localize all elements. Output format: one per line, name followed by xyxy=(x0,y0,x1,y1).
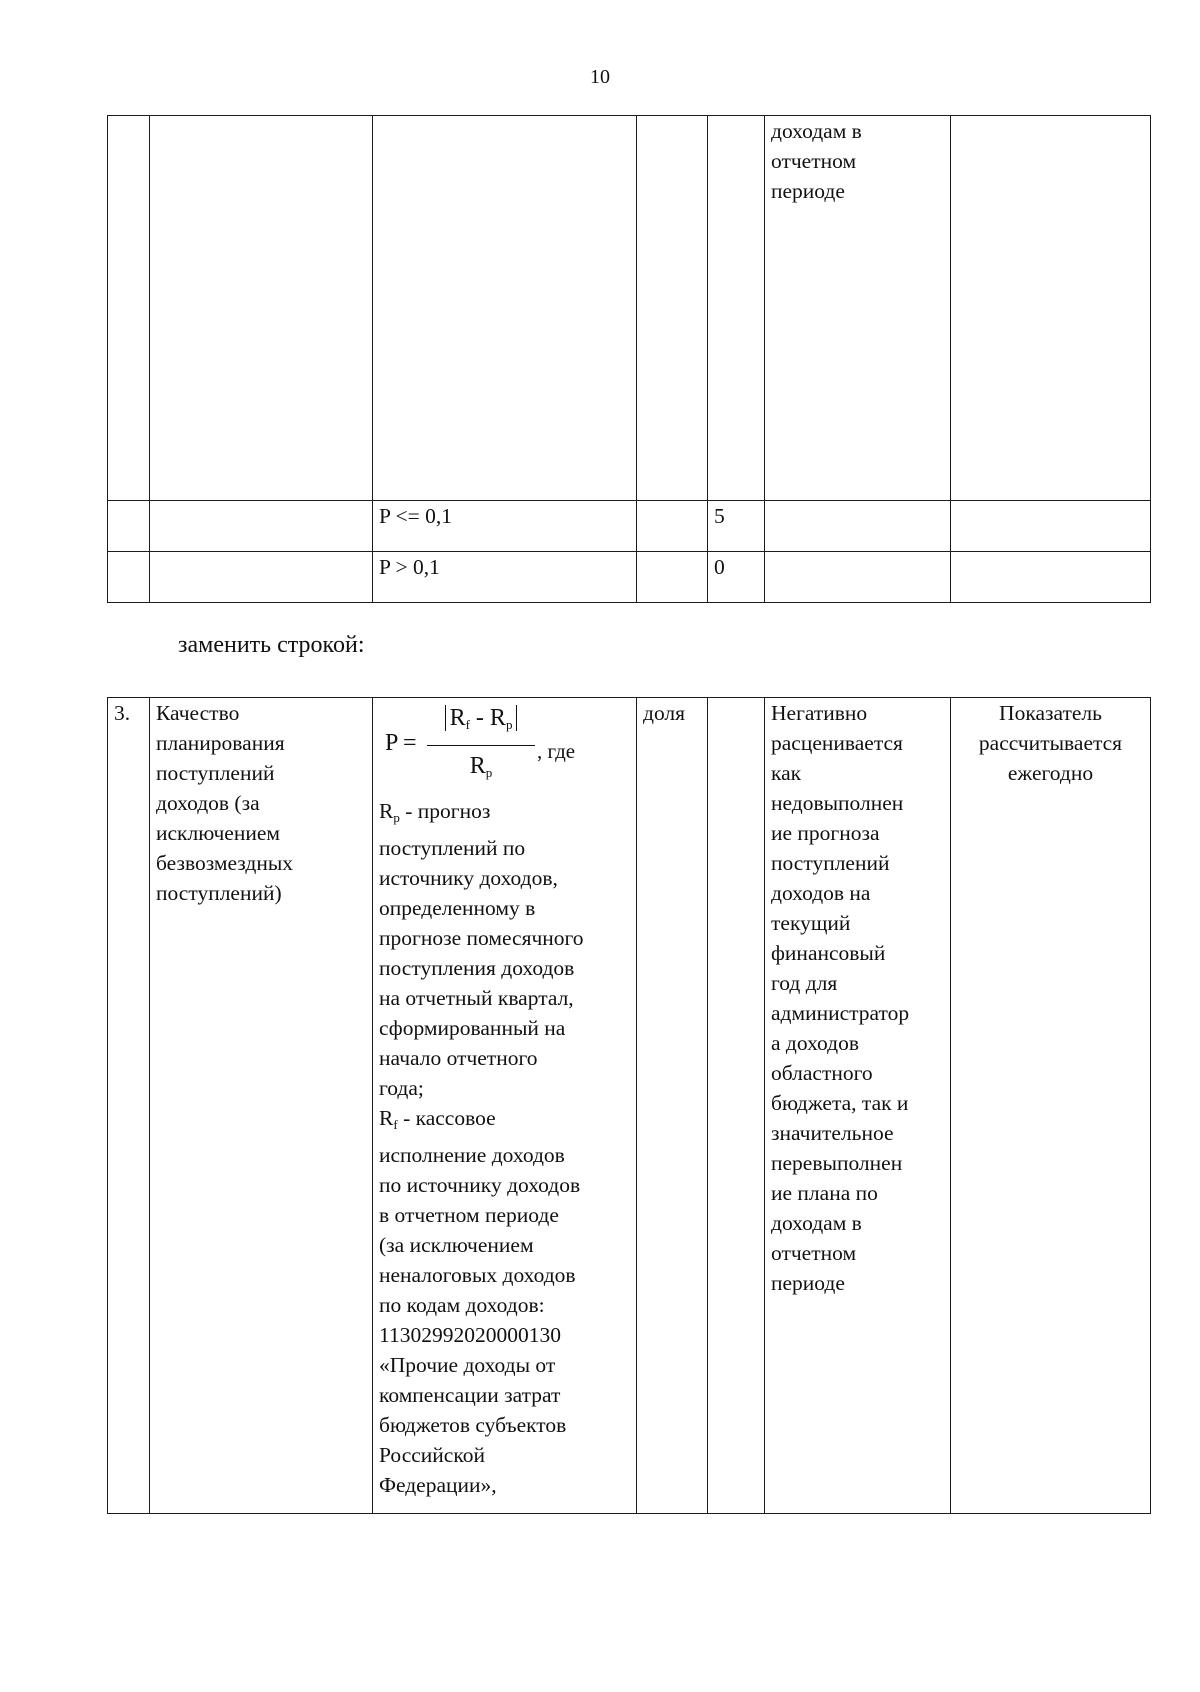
cell-indicator xyxy=(150,116,373,501)
cell-formula xyxy=(373,116,637,501)
formula-numerator xyxy=(427,700,535,743)
fraction-bar xyxy=(427,745,535,746)
formula-denominator xyxy=(427,748,535,791)
cell-note xyxy=(951,501,1151,552)
cell-interpretation xyxy=(765,501,951,552)
condition-cell: P <= 0,1 xyxy=(373,501,637,552)
table-row xyxy=(108,698,1151,1514)
symbol-r: R xyxy=(449,705,466,731)
subscript-f: f xyxy=(393,1117,398,1132)
cell-note xyxy=(951,116,1151,501)
cell-interpretation: Негативно расценивается как недовыполнен ие прогноза поступлений доходов на текущий финансовый год для администратор а доходов областного бюджета, так и значительное перевыполнен ие плана по доходам в отчетном периоде xyxy=(765,698,951,1514)
formula-fraction xyxy=(427,700,535,791)
score-cell: 5 xyxy=(708,501,765,552)
formula-lhs: P xyxy=(385,730,399,756)
cell-indicator xyxy=(150,501,373,552)
cell-note xyxy=(951,552,1151,603)
table-row xyxy=(108,116,1151,501)
rp-description: - прогноз поступлений по источнику доходов, определенному в прогнозе помесячного поступления доходов на отчетный квартал, сформированный на начало отчетного года; xyxy=(379,799,584,1100)
cell-unit: доля xyxy=(637,698,708,1514)
replacement-table xyxy=(107,697,1151,1514)
continuation-table xyxy=(107,115,1151,603)
subscript-p: p xyxy=(485,765,493,780)
cell-formula xyxy=(373,698,637,1514)
table-row xyxy=(108,552,1151,603)
table-row xyxy=(108,501,1151,552)
cell-unit xyxy=(637,116,708,501)
cell-unit xyxy=(637,552,708,603)
symbol-r: R xyxy=(379,1106,394,1130)
minus-sign: - xyxy=(469,705,490,731)
subscript-p: p xyxy=(505,717,513,732)
replace-instruction: заменить строкой: xyxy=(178,632,365,658)
cell-unit xyxy=(637,501,708,552)
subscript-f: f xyxy=(465,717,470,732)
symbol-r: R xyxy=(379,799,394,823)
cell-number xyxy=(108,501,150,552)
formula-where: , где xyxy=(537,739,576,763)
cell-indicator: Качество планирования поступлений доходов (за исключением безвозмездных поступлений) xyxy=(150,698,373,1514)
cell-number: 3. xyxy=(108,698,150,1514)
cell-note: Показатель рассчитывается ежегодно xyxy=(951,698,1151,1514)
cell-score xyxy=(708,116,765,501)
cell-indicator xyxy=(150,552,373,603)
cell-interpretation xyxy=(765,552,951,603)
rp-definition xyxy=(379,796,630,1103)
rf-description: - кассовое исполнение доходов по источнику доходов в отчетном периоде (за исключением неналоговых доходов по кодам доходов: 11302992020000130 «Прочие доходы от компенсации затрат бюджетов субъектов Российской Федерации», xyxy=(379,1106,581,1497)
cell-score xyxy=(708,698,765,1514)
cell-number xyxy=(108,552,150,603)
cell-number xyxy=(108,116,150,501)
condition-cell: P > 0,1 xyxy=(373,552,637,603)
subscript-p: p xyxy=(393,810,400,825)
cell-interpretation: доходам в отчетном периоде xyxy=(765,116,951,501)
page-number: 10 xyxy=(590,66,610,88)
score-cell: 0 xyxy=(708,552,765,603)
formula-equals: = xyxy=(403,730,417,756)
rf-definition xyxy=(379,1103,630,1500)
symbol-r: R xyxy=(469,753,486,779)
formula xyxy=(379,698,630,796)
symbol-r: R xyxy=(489,705,506,731)
